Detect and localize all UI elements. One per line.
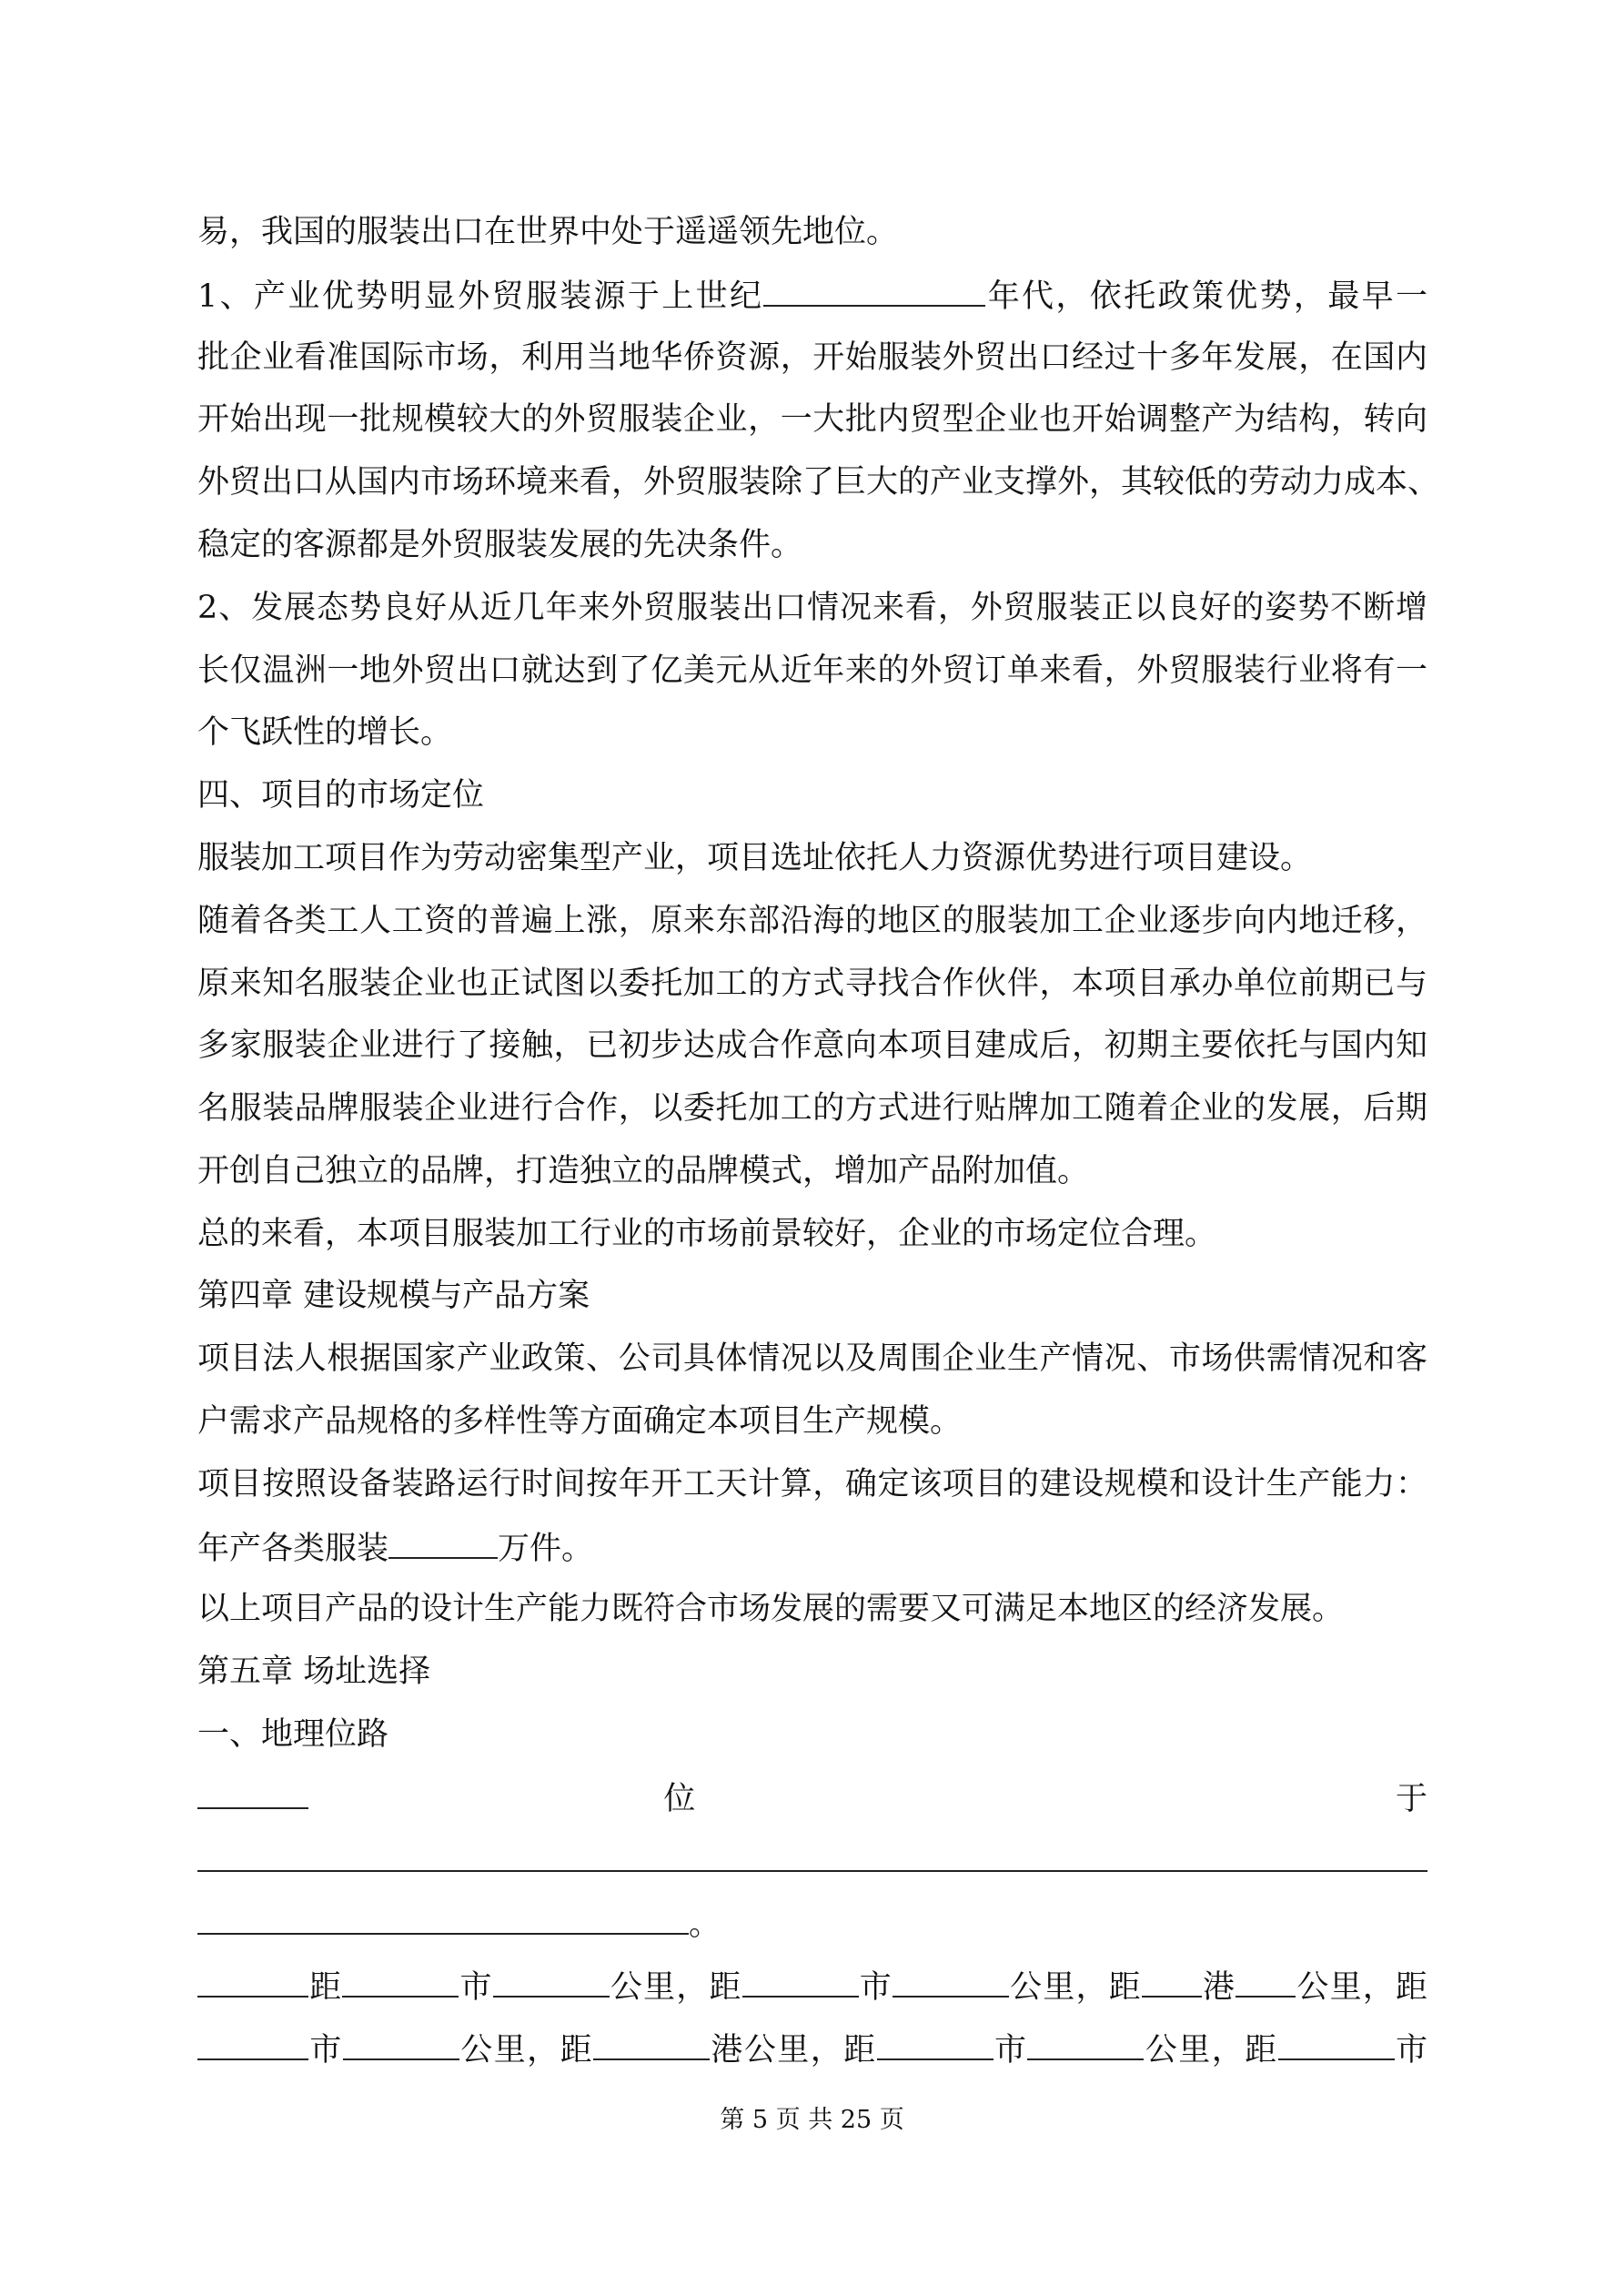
text-span: 距 [709,1969,742,2006]
text-span: 距 [560,2032,593,2068]
chapter-heading: 第四章 建设规模与产品方案 [197,1278,590,1314]
text-span: 距 [1395,1969,1427,2006]
fill-blank [1027,2028,1144,2060]
text-span: 公里， [1008,1969,1109,2006]
fill-blank [593,2028,710,2060]
paragraph-line [197,274,1427,318]
paragraph-line: 项目按照设备装路运行时间按年开工天计算，确定该项目的建设规模和设计生产能力： [197,1466,1427,1502]
fill-blank [742,1965,859,1998]
text-span: 年产各类服装 [197,1531,389,1567]
text-span: 公里， [609,1969,710,2006]
paragraph-line: 批企业看准国际市场，利用当地华侨资源，开始服装外贸出口经过十多年发展，在国内 [197,339,1427,376]
fill-blank [342,1965,459,1998]
paragraph-line: 开始出现一批规模较大的外贸服装企业，一大批内贸型企业也开始调整产为结构，转向 [197,401,1427,438]
paragraph-line: 服装加工项目作为劳动密集型产业，项目选址依托人力资源优势进行项目建设。 [197,840,1313,876]
fill-blank [197,2028,308,2060]
paragraph-line: 易，我国的服装出口在世界中处于遥遥领先地位。 [197,214,899,250]
paragraph-line: 稳定的客源都是外贸服装发展的先决条件。 [197,527,803,563]
text-span: 港 [1201,1969,1236,2006]
text-span: 港公里， [710,2032,844,2068]
text-span: 市 [459,1969,493,2006]
text-span: 1、产业优势明显外贸服装源于上世纪 [197,278,764,315]
text-span: 位 [663,1781,1041,1817]
fill-blank [1142,1965,1202,1998]
fill-blank [893,1965,1009,1998]
fill-blank [1236,1965,1296,1998]
paragraph-line [197,2028,1427,2071]
paragraph-line [197,1839,1427,1883]
text-span: 公里， [1296,1969,1396,2006]
paragraph-line [197,1776,1427,1820]
chapter-heading: 第五章 场址选择 [197,1654,431,1690]
text-span: 市 [308,2032,343,2068]
paragraph-line: 开创自己独立的品牌，打造独立的品牌模式，增加产品附加值。 [197,1153,1090,1189]
text-span: 距 [1108,1969,1142,2006]
fill-blank [877,2028,994,2060]
fill-blank [1278,2028,1395,2060]
fill-blank [388,1526,498,1559]
text-span: 距 [308,1969,343,2006]
text-span: 于 [1395,1781,1427,1817]
paragraph-line [197,1965,1427,2008]
paragraph-line: 长仅温洲一地外贸出口就达到了亿美元从近年来的外贸订单来看，外贸服装行业将有一 [197,652,1427,689]
text-span: 市 [1394,2032,1427,2068]
paragraph-line: 个飞跃性的增长。 [197,714,453,751]
paragraph-line [197,1526,1427,1570]
text-span: 市 [993,2032,1028,2068]
paragraph-line: 多家服装企业进行了接触，已初步达成合作意向本项目建成后，初期主要依托与国内知 [197,1027,1427,1064]
text-span: 万件。 [498,1531,594,1567]
paragraph-line [197,1902,1427,1946]
paragraph-line: 名服装品牌服装企业进行合作，以委托加工的方式进行贴牌加工随着企业的发展，后期 [197,1090,1427,1127]
page-footer: 第 5 页 共 25 页 [720,2106,904,2134]
paragraph-line: 项目法人根据国家产业政策、公司具体情况以及周围企业生产情况、市场供需情况和客 [197,1340,1427,1377]
paragraph-line: 2、发展态势良好从近几年来外贸服装出口情况来看，外贸服装正以良好的姿势不断增 [197,590,1427,626]
paragraph-line: 原来知名服装企业也正试图以委托加工的方式寻找合作伙伴，本项目承办单位前期已与 [197,966,1427,1002]
text-span: 年代，依托政策优势，最早一 [985,278,1427,315]
fill-blank [343,2028,459,2060]
fill-blank [197,1776,308,1809]
text-span: 公里， [459,2032,560,2068]
text-span: 距 [843,2032,877,2068]
paragraph-line: 总的来看，本项目服装加工行业的市场前景较好，企业的市场定位合理。 [197,1216,1217,1252]
paragraph-line: 以上项目产品的设计生产能力既符合市场发展的需要又可满足本地区的经济发展。 [197,1591,1345,1627]
section-heading: 四、项目的市场定位 [197,777,485,814]
fill-blank [197,1839,1427,1872]
paragraph-line: 户需求产品规格的多样性等方面确定本项目生产规模。 [197,1403,963,1440]
section-heading: 一、地理位路 [197,1716,389,1753]
paragraph-line: 外贸出口从国内市场环境来看，外贸服装除了巨大的产业支撑外，其较低的劳动力成本、 [197,464,1440,501]
fill-blank [763,274,985,307]
text-span: 距 [1245,2032,1278,2068]
text-span: 市 [858,1969,893,2006]
fill-blank [197,1965,308,1998]
text-span: 公里， [1144,2032,1246,2068]
fill-blank [493,1965,610,1998]
paragraph-line: 随着各类工人工资的普遍上涨，原来东部沿海的地区的服装加工企业逐步向内地迁移， [197,903,1427,939]
text-span: 。 [689,1907,721,1943]
fill-blank [197,1902,689,1935]
